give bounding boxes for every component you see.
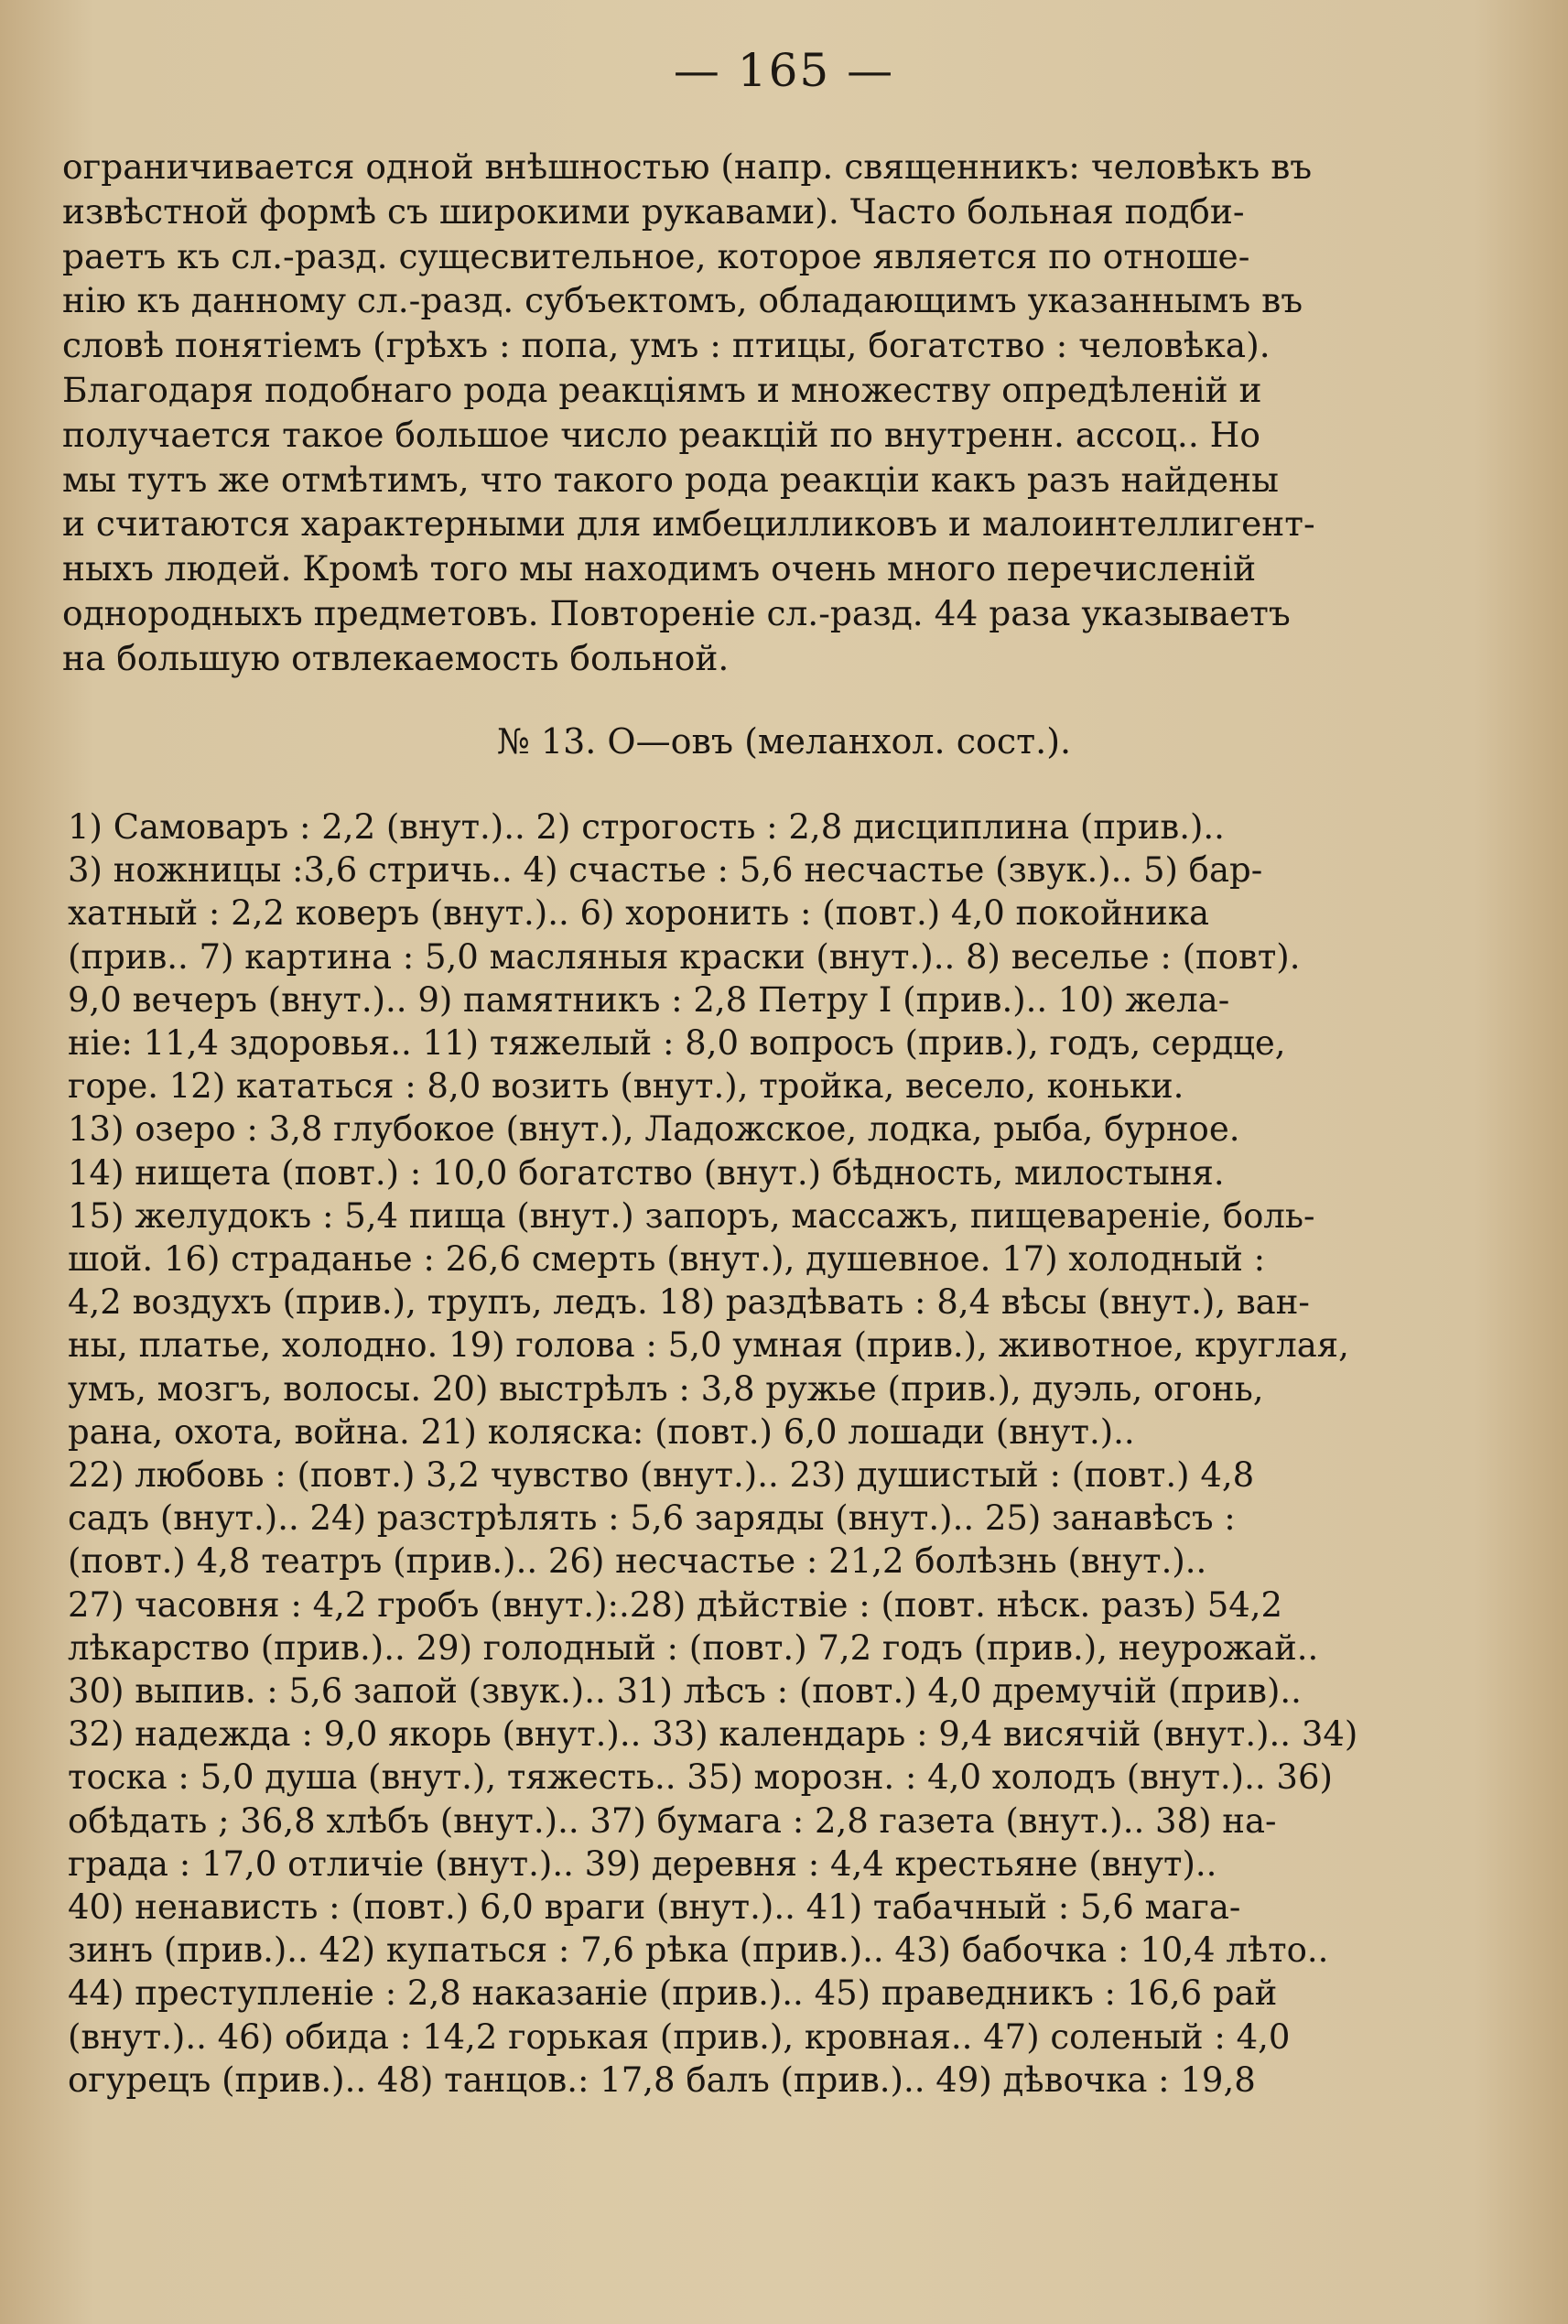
list-line: 30) выпив. : 5,6 запой (звук.).. 31) лѣсъ : (повт.) 4,0 дремучій (прив).. [68,1671,1302,1712]
list-line: града : 17,0 отличіе (внут.).. 39) деревня : 4,4 крестьяне (внут).. [68,1843,1217,1884]
list-line: шой. 16) страданье : 26,6 смерть (внут.), душевное. 17) холодный : [68,1239,1266,1280]
list-line: 44) преступленіе : 2,8 наказаніе (прив.).. 45) праведникъ : 16,6 рай [68,1973,1278,2014]
list-line: садъ (внут.).. 24) разстрѣлять : 5,6 заряды (внут.).. 25) занавѣсъ : [68,1498,1236,1539]
list-line: ніе: 11,4 здоровья.. 11) тяжелый : 8,0 вопросъ (прив.), годъ, сердце, [68,1023,1286,1064]
paragraph-line: мы тутъ же отмѣтимъ, что такого рода реакціи какъ разъ найдены [62,459,1279,500]
section-title: № 13. О—овъ (меланхол. сост.). [496,721,1072,762]
list-line: горе. 12) кататься : 8,0 возить (внут.), тройка, весело, коньки. [68,1066,1184,1107]
list-line: 32) надежда : 9,0 якорь (внут.).. 33) календарь : 9,4 висячій (внут.).. 34) [68,1714,1358,1755]
paragraph-line: ограничивается одной внѣшностью (напр. священникъ: человѣкъ въ [62,146,1313,187]
paragraph-line: однородныхъ предметовъ. Повтореніе сл.-разд. 44 раза указываетъ [62,592,1291,633]
list-line: огурецъ (прив.).. 48) танцов.: 17,8 балъ (прив.).. 49) дѣвочка : 19,8 [68,2059,1256,2100]
list-line: 13) озеро : 3,8 глубокое (внут.), Ладожское, лодка, рыба, бурное. [68,1109,1240,1150]
association-list [68,805,1441,2102]
paragraph-line: и считаются характерными для имбецилликовъ и малоинтеллигент- [62,503,1315,545]
list-line: лѣкарство (прив.).. 29) голодный : (повт.) 7,2 годъ (прив.), неурожай.. [68,1627,1319,1668]
list-line: 14) нищета (повт.) : 10,0 богатство (внут.) бѣдность, милостыня. [68,1152,1225,1193]
list-line: 3) ножницы :3,6 стричь.. 4) счастье : 5,6 несчастье (звук.).. 5) бар- [68,850,1263,891]
list-line: рана, охота, война. 21) коляска: (повт.) 6,0 лошади (внут.).. [68,1411,1135,1452]
paragraph-line: на большую отвлекаемость больной. [62,637,730,678]
list-line: 40) ненависть : (повт.) 6,0 враги (внут.).. 41) табачный : 5,6 мага- [68,1887,1241,1928]
list-line: ны, платье, холодно. 19) голова : 5,0 умная (прив.), животное, круглая, [68,1325,1349,1366]
intro-paragraph [62,145,1417,681]
list-line: обѣдать ; 36,8 хлѣбъ (внут.).. 37) бумага : 2,8 газета (внут.).. 38) на- [68,1800,1277,1841]
list-line: 1) Самоваръ : 2,2 (внут.).. 2) строгость : 2,8 дисциплина (прив.).. [68,807,1225,847]
list-line: 22) любовь : (повт.) 3,2 чувство (внут.).. 23) душистый : (повт.) 4,8 [68,1455,1255,1496]
list-line: 15) желудокъ : 5,4 пища (внут.) запоръ, массажъ, пищевареніе, боль- [68,1195,1315,1236]
list-line: умъ, мозгъ, волосы. 20) выстрѣлъ : 3,8 ружье (прив.), дуэль, огонь, [68,1368,1264,1409]
paragraph-line: извѣстной формѣ съ широкими рукавами). Часто больная подби- [62,190,1245,232]
paragraph-line: нію къ данному сл.-разд. субъектомъ, обладающимъ указаннымъ въ [62,280,1303,321]
paragraph-line: словѣ понятіемъ (грѣхъ : попа, умъ : птицы, богатство : человѣка). [62,325,1271,366]
paragraph-line: раетъ къ сл.-разд. сущесвительное, которое является по отноше- [62,235,1250,276]
list-line: (внут.).. 46) обида : 14,2 горькая (прив.), кровная.. 47) соленый : 4,0 [68,2016,1291,2057]
list-line: тоска : 5,0 душа (внут.), тяжесть.. 35) морозн. : 4,0 холодъ (внут.).. 36) [68,1757,1333,1798]
list-line: хатный : 2,2 коверъ (внут.).. 6) хоронить : (повт.) 4,0 покойника [68,893,1210,934]
page-number: — 165 — [673,44,895,97]
list-line: (прив.. 7) картина : 5,0 масляныя краски (внут.).. 8) веселье : (повт). [68,936,1301,977]
paragraph-line: получается такое большое число реакцій по внутренн. ассоц.. Но [62,414,1260,455]
list-line: 27) часовня : 4,2 гробъ (внут.):.28) дѣйствіе : (повт. нѣск. разъ) 54,2 [68,1584,1283,1625]
list-line: 4,2 воздухъ (прив.), трупъ, ледъ. 18) раздѣвать : 8,4 вѣсы (внут.), ван- [68,1282,1310,1323]
list-line: (повт.) 4,8 театръ (прив.).. 26) несчастье : 21,2 болѣзнь (внут.).. [68,1541,1207,1582]
paragraph-line: ныхъ людей. Кромѣ того мы находимъ очень много перечисленій [62,548,1257,589]
list-line: зинъ (прив.).. 42) купаться : 7,6 рѣка (прив.).. 43) бабочка : 10,4 лѣто.. [68,1930,1329,1971]
paragraph-line: Благодаря подобнаго рода реакціямъ и множеству опредѣленій и [62,369,1262,410]
list-line: 9,0 вечеръ (внут.).. 9) памятникъ : 2,8 Петру I (прив.).. 10) жела- [68,979,1230,1020]
